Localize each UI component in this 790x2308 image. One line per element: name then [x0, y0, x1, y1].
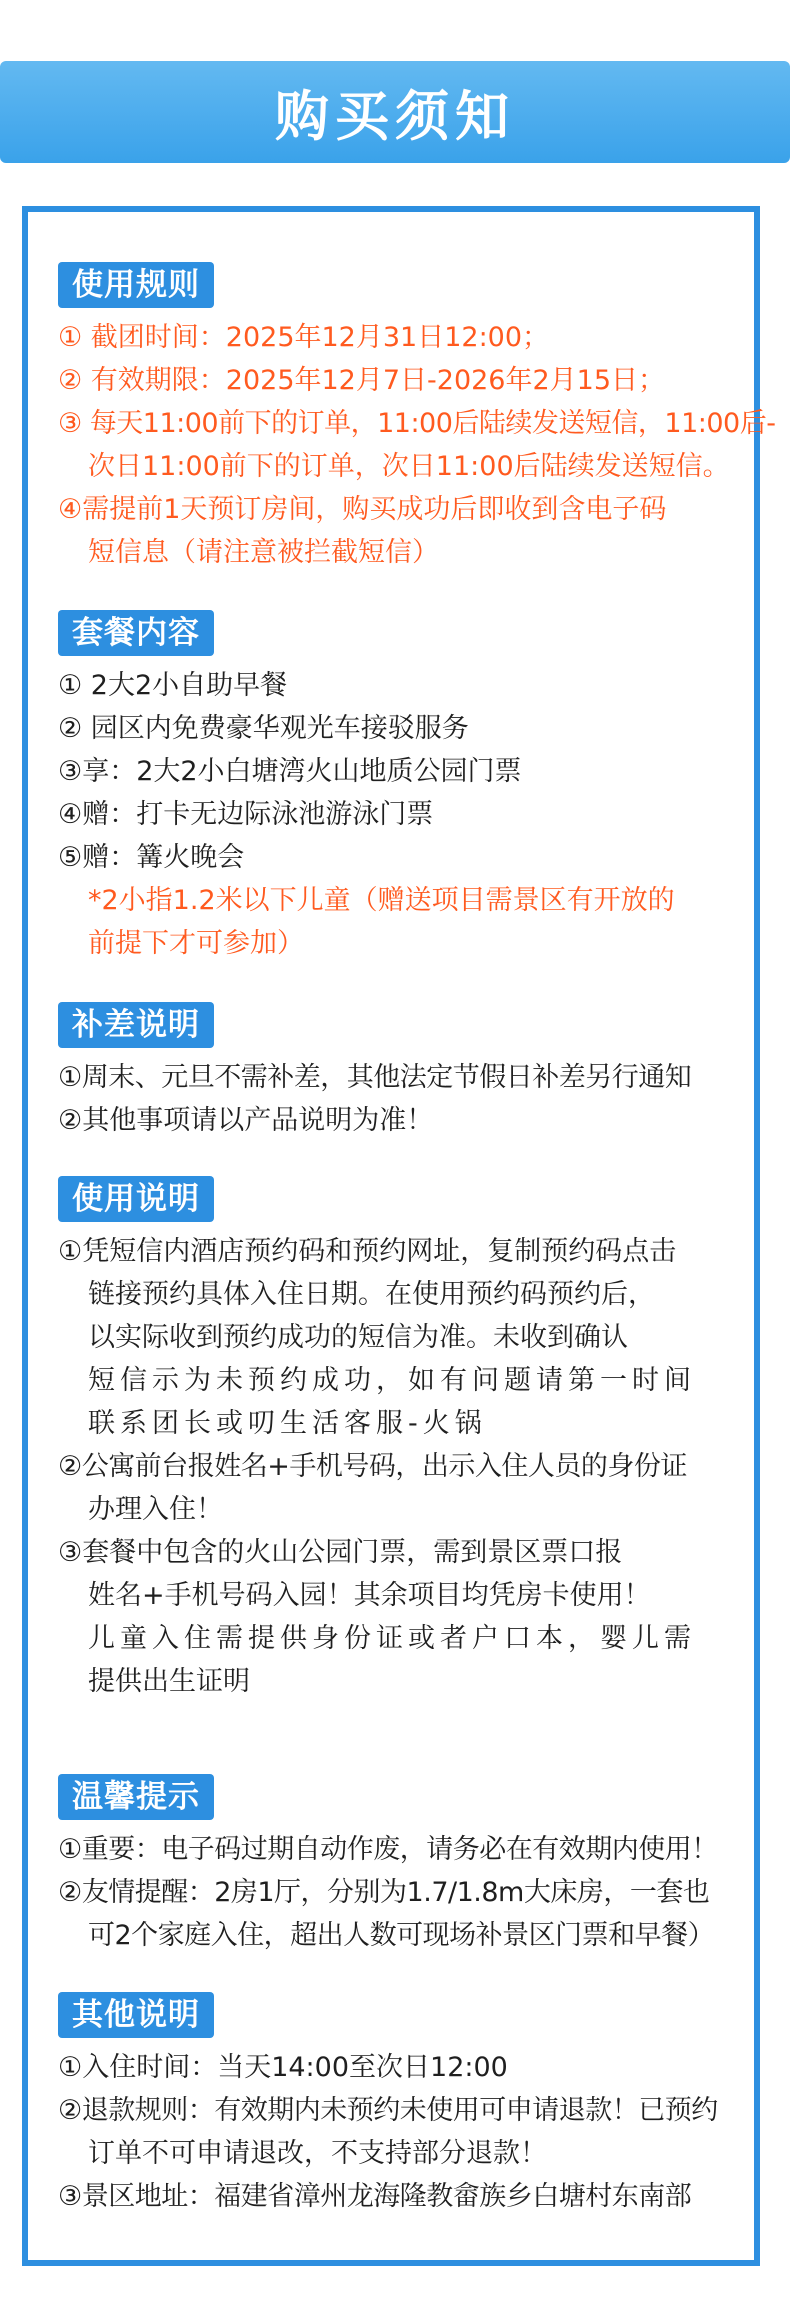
list-item: ① 2大2小自助早餐 [58, 670, 288, 701]
list-item: ⑤赠：篝火晚会 [58, 842, 245, 873]
section-tips [58, 1774, 758, 1957]
section-title-usage: 使用说明 [58, 1176, 214, 1222]
page-header [0, 61, 790, 163]
list-item: ②退款规则：有效期内未预约未使用可申请退款！已预约 [58, 2095, 718, 2126]
rules-list [58, 316, 776, 574]
section-supplement [58, 1002, 758, 1142]
section-title-rules: 使用规则 [58, 262, 214, 308]
list-item: 链接预约具体入住日期。在使用预约码预约后， [88, 1279, 655, 1310]
list-item: 联系团长或叨生活客服-火锅 [88, 1408, 487, 1439]
list-item: ②其他事项请以产品说明为准！ [58, 1105, 434, 1136]
list-item: ③景区地址：福建省漳州龙海隆教畲族乡白塘村东南部 [58, 2181, 692, 2212]
list-item: ③套餐中包含的火山公园门票，需到景区票口报 [58, 1537, 623, 1568]
content-frame [22, 206, 776, 2266]
section-rules [58, 262, 776, 574]
supplement-list [58, 1056, 758, 1142]
list-item: ② 园区内免费豪华观光车接驳服务 [58, 713, 469, 744]
section-title-supplement: 补差说明 [58, 1002, 214, 1048]
tips-list [58, 1828, 758, 1957]
list-item: 可2个家庭入住，超出人数可现场补景区门票和早餐） [88, 1920, 715, 1951]
list-item: 儿童入住需提供身份证或者户口本，婴儿需 [88, 1623, 696, 1654]
list-item: ④赠：打卡无边际泳池游泳门票 [58, 799, 434, 830]
page-title: 购买须知 [275, 84, 515, 148]
list-item: ①周末、元旦不需补差，其他法定节假日补差另行通知 [58, 1062, 692, 1093]
list-item: ①凭短信内酒店预约码和预约网址，复制预约码点击 [58, 1236, 677, 1267]
note-item: *2小指1.2米以下儿童（赠送项目需景区有开放的 [88, 885, 675, 916]
section-other [58, 1992, 758, 2218]
list-item: 提供出生证明 [88, 1666, 250, 1697]
section-title-other: 其他说明 [58, 1992, 214, 2038]
list-item: ②友情提醒：2房1厅，分别为1.7/1.8m大床房，一套也 [58, 1877, 710, 1908]
list-item: ③享：2大2小白塘湾火山地质公园门票 [58, 756, 522, 787]
note-item: 前提下才可参加） [88, 928, 304, 959]
list-item: ①入住时间：当天14:00至次日12:00 [58, 2052, 508, 2083]
section-title-tips: 温馨提示 [58, 1774, 214, 1820]
usage-list [58, 1230, 758, 1703]
list-item: ①重要：电子码过期自动作废，请务必在有效期内使用！ [58, 1834, 718, 1865]
list-item: 办理入住！ [88, 1494, 223, 1525]
section-title-package: 套餐内容 [58, 610, 214, 656]
list-item: 姓名+手机号码入园！其余项目均凭房卡使用！ [88, 1580, 651, 1611]
list-item: ③ 每天11:00前下的订单，11:00后陆续发送短信，11:00后- [58, 408, 776, 439]
other-list [58, 2046, 758, 2218]
list-item: ②公寓前台报姓名+手机号码，出示入住人员的身份证 [58, 1451, 687, 1482]
list-item: ① 截团时间：2025年12月31日12:00； [58, 322, 550, 353]
list-item: 以实际收到预约成功的短信为准。未收到确认 [88, 1322, 628, 1353]
list-item: ④需提前1天预订房间，购买成功后即收到含电子码 [58, 494, 667, 525]
section-usage [58, 1176, 758, 1703]
section-package [58, 610, 758, 965]
list-item: 订单不可申请退改，不支持部分退款！ [88, 2138, 547, 2169]
list-item: ② 有效期限：2025年12月7日-2026年2月15日； [58, 365, 666, 396]
list-item: 次日11:00前下的订单，次日11:00后陆续发送短信。 [88, 451, 730, 482]
list-item: 短信示为未预约成功，如有问题请第一时间 [88, 1365, 696, 1396]
package-list [58, 664, 758, 965]
list-item: 短信息（请注意被拦截短信） [88, 537, 439, 568]
